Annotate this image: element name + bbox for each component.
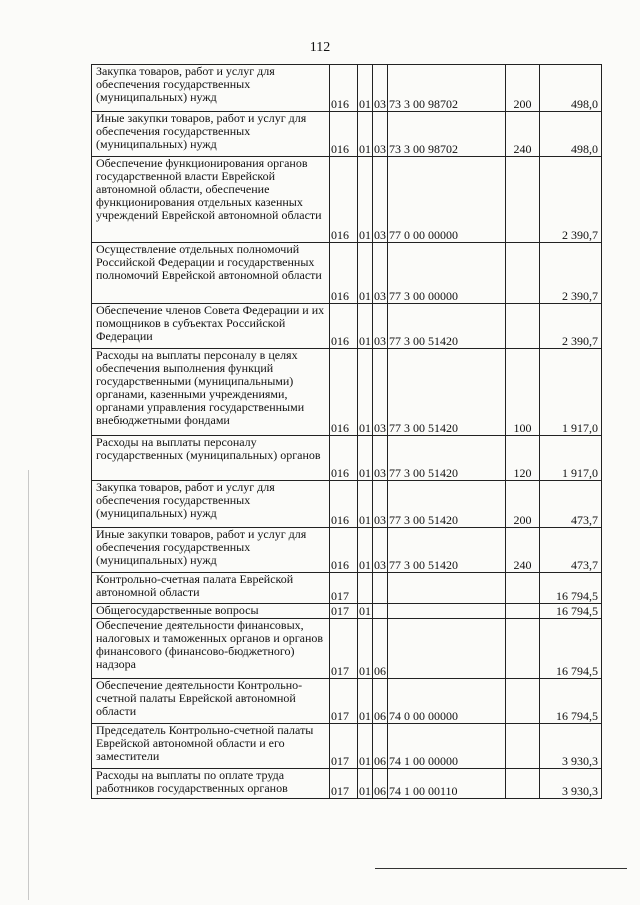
- ministry-code-cell: 016: [330, 112, 358, 157]
- ministry-code-cell: 016: [330, 243, 358, 304]
- target-article-cell: 77 3 00 00000: [388, 243, 506, 304]
- expense-type-cell: [506, 157, 540, 243]
- row-name-cell: Обеспечение функционирования органов государственной власти Еврейской автономной области, обеспечение функционирования отдельных казенных учреждений Еврейской автономной области: [92, 157, 330, 243]
- subsection-code-cell: 03: [373, 157, 388, 243]
- amount-cell: 498,0: [540, 112, 602, 157]
- amount-cell: 2 390,7: [540, 157, 602, 243]
- row-name-cell: Обеспечение членов Совета Федерации и их помощников в субъектах Российской Федерации: [92, 304, 330, 349]
- row-name-cell: Председатель Контрольно-счетной палаты Еврейской автономной области и его заместители: [92, 724, 330, 769]
- row-name-cell: Иные закупки товаров, работ и услуг для обеспечения государственных (муниципальных) нужд: [92, 528, 330, 573]
- amount-cell: 473,7: [540, 481, 602, 528]
- row-name-cell: Расходы на выплаты персоналу в целях обеспечения выполнения функций государственными (муниципальными) органами, казенными учреждениями, органами управления государственными внебюджетными фондами: [92, 349, 330, 436]
- target-article-cell: 74 1 00 00110: [388, 769, 506, 799]
- expense-type-cell: 240: [506, 112, 540, 157]
- subsection-code-cell: 06: [373, 679, 388, 724]
- subsection-code-cell: 03: [373, 528, 388, 573]
- expense-type-cell: [506, 243, 540, 304]
- subsection-code-cell: 06: [373, 724, 388, 769]
- expense-type-cell: 100: [506, 349, 540, 436]
- section-code-cell: 01: [359, 604, 371, 618]
- expense-type-cell: 200: [506, 65, 540, 112]
- table-row: [92, 573, 602, 604]
- table-row: [92, 157, 602, 243]
- ministry-code-cell: 016: [330, 65, 358, 112]
- ministry-code-cell: 016: [330, 528, 358, 573]
- amount-cell: 2 390,7: [540, 243, 602, 304]
- table-row: [92, 243, 602, 304]
- subsection-code-cell: 06: [373, 619, 388, 679]
- row-name-cell: Закупка товаров, работ и услуг для обеспечения государственных (муниципальных) нужд: [92, 65, 330, 112]
- section-code-cell: 01: [358, 157, 373, 243]
- section-code-cell: 01: [358, 679, 373, 724]
- table-row: [92, 679, 602, 724]
- section-code-cell: 01: [358, 619, 373, 679]
- table-row: [92, 436, 602, 481]
- target-article-cell: 77 3 00 51420: [388, 528, 506, 573]
- subsection-code-cell: 03: [373, 243, 388, 304]
- amount-cell: 473,7: [540, 528, 602, 573]
- table-row: [92, 481, 602, 528]
- ministry-code-cell: 016: [330, 436, 358, 481]
- amount-cell: 1 917,0: [540, 436, 602, 481]
- amount-cell: 498,0: [540, 65, 602, 112]
- table-row: [92, 604, 602, 619]
- row-name-cell: Контрольно-счетная палата Еврейской автономной области: [92, 573, 330, 604]
- ministry-code-cell: 017: [330, 724, 358, 769]
- row-name-cell: Обеспечение деятельности финансовых, налоговых и таможенных органов и органов финансового (финансово-бюджетного) надзора: [92, 619, 330, 679]
- expense-type-cell: [506, 604, 540, 619]
- subsection-code-cell: 03: [373, 481, 388, 528]
- subsection-code-cell: [373, 573, 388, 604]
- target-article-cell: 77 3 00 51420: [388, 349, 506, 436]
- ministry-code-cell: 016: [330, 157, 358, 243]
- target-article-cell: 74 1 00 00000: [388, 724, 506, 769]
- amount-cell: 3 930,3: [540, 769, 602, 799]
- table-row: [92, 769, 602, 799]
- table-row: [92, 112, 602, 157]
- ministry-code-cell: 016: [330, 481, 358, 528]
- row-name-cell: Иные закупки товаров, работ и услуг для обеспечения государственных (муниципальных) нужд: [92, 112, 330, 157]
- ministry-code-cell: 016: [330, 349, 358, 436]
- subsection-code-cell: 03: [373, 112, 388, 157]
- row-name-cell: Осуществление отдельных полномочий Российской Федерации и государственных полномочий Еврейской автономной области: [92, 243, 330, 304]
- amount-cell: 1 917,0: [540, 349, 602, 436]
- section-code-cell: 01: [358, 436, 373, 481]
- amount-cell: 16 794,5: [540, 573, 602, 604]
- target-article-cell: [388, 604, 506, 619]
- page-number: 112: [309, 40, 331, 55]
- expense-type-cell: [506, 769, 540, 799]
- ministry-code-cell: 017: [330, 619, 358, 679]
- row-name-cell: Расходы на выплаты по оплате труда работников государственных органов: [92, 769, 330, 799]
- scan-artifact-edge: [28, 470, 29, 900]
- expense-type-cell: 120: [506, 436, 540, 481]
- target-article-cell: 74 0 00 00000: [388, 679, 506, 724]
- amount-cell: 2 390,7: [540, 304, 602, 349]
- section-code-cell: 01: [358, 65, 373, 112]
- target-article-cell: 77 0 00 00000: [388, 157, 506, 243]
- expense-type-cell: [506, 724, 540, 769]
- subsection-code-cell: [373, 604, 388, 619]
- section-code-cell: 01: [358, 349, 373, 436]
- expense-type-cell: [506, 304, 540, 349]
- subsection-code-cell: 06: [373, 769, 388, 799]
- table-row: [92, 349, 602, 436]
- table-row: [92, 724, 602, 769]
- target-article-cell: 77 3 00 51420: [388, 436, 506, 481]
- amount-cell: 3 930,3: [540, 724, 602, 769]
- section-code-cell: 01: [358, 243, 373, 304]
- table-row: [92, 304, 602, 349]
- row-name-cell: Расходы на выплаты персоналу государственных (муниципальных) органов: [92, 436, 330, 481]
- amount-cell: 16 794,5: [540, 604, 602, 619]
- table-row: [92, 619, 602, 679]
- expense-type-cell: 200: [506, 481, 540, 528]
- target-article-cell: 77 3 00 51420: [388, 304, 506, 349]
- section-code-cell: 01: [358, 724, 373, 769]
- subsection-code-cell: 03: [373, 304, 388, 349]
- expense-type-cell: [506, 619, 540, 679]
- section-code-cell: 01: [358, 481, 373, 528]
- expense-type-cell: 240: [506, 528, 540, 573]
- row-name-cell: Закупка товаров, работ и услуг для обеспечения государственных (муниципальных) нужд: [92, 481, 330, 528]
- expense-type-cell: [506, 573, 540, 604]
- section-code-cell: 01: [358, 112, 373, 157]
- row-name-cell: Общегосударственные вопросы: [92, 604, 330, 619]
- target-article-cell: 73 3 00 98702: [388, 65, 506, 112]
- subsection-code-cell: 03: [373, 349, 388, 436]
- budget-table: [91, 64, 602, 799]
- section-code-cell: 01: [358, 769, 373, 799]
- target-article-cell: [388, 619, 506, 679]
- section-code-cell: 01: [358, 528, 373, 573]
- ministry-code-cell: 017: [330, 679, 358, 724]
- subsection-code-cell: 03: [373, 436, 388, 481]
- section-code-cell: [358, 573, 373, 604]
- scan-artifact-line: [375, 868, 627, 869]
- amount-cell: 16 794,5: [540, 619, 602, 679]
- ministry-code-cell: 016: [330, 304, 358, 349]
- ministry-code-cell: 017: [330, 769, 358, 799]
- expense-type-cell: [506, 679, 540, 724]
- row-name-cell: Обеспечение деятельности Контрольно-счетной палаты Еврейской автономной области: [92, 679, 330, 724]
- table-row: [92, 65, 602, 112]
- target-article-cell: [388, 573, 506, 604]
- amount-cell: 16 794,5: [540, 679, 602, 724]
- ministry-code-cell: 017: [330, 573, 358, 604]
- table-row: [92, 528, 602, 573]
- section-code-cell: 01: [358, 304, 373, 349]
- ministry-code-cell: 017: [330, 604, 358, 619]
- subsection-code-cell: 03: [373, 65, 388, 112]
- target-article-cell: 73 3 00 98702: [388, 112, 506, 157]
- target-article-cell: 77 3 00 51420: [388, 481, 506, 528]
